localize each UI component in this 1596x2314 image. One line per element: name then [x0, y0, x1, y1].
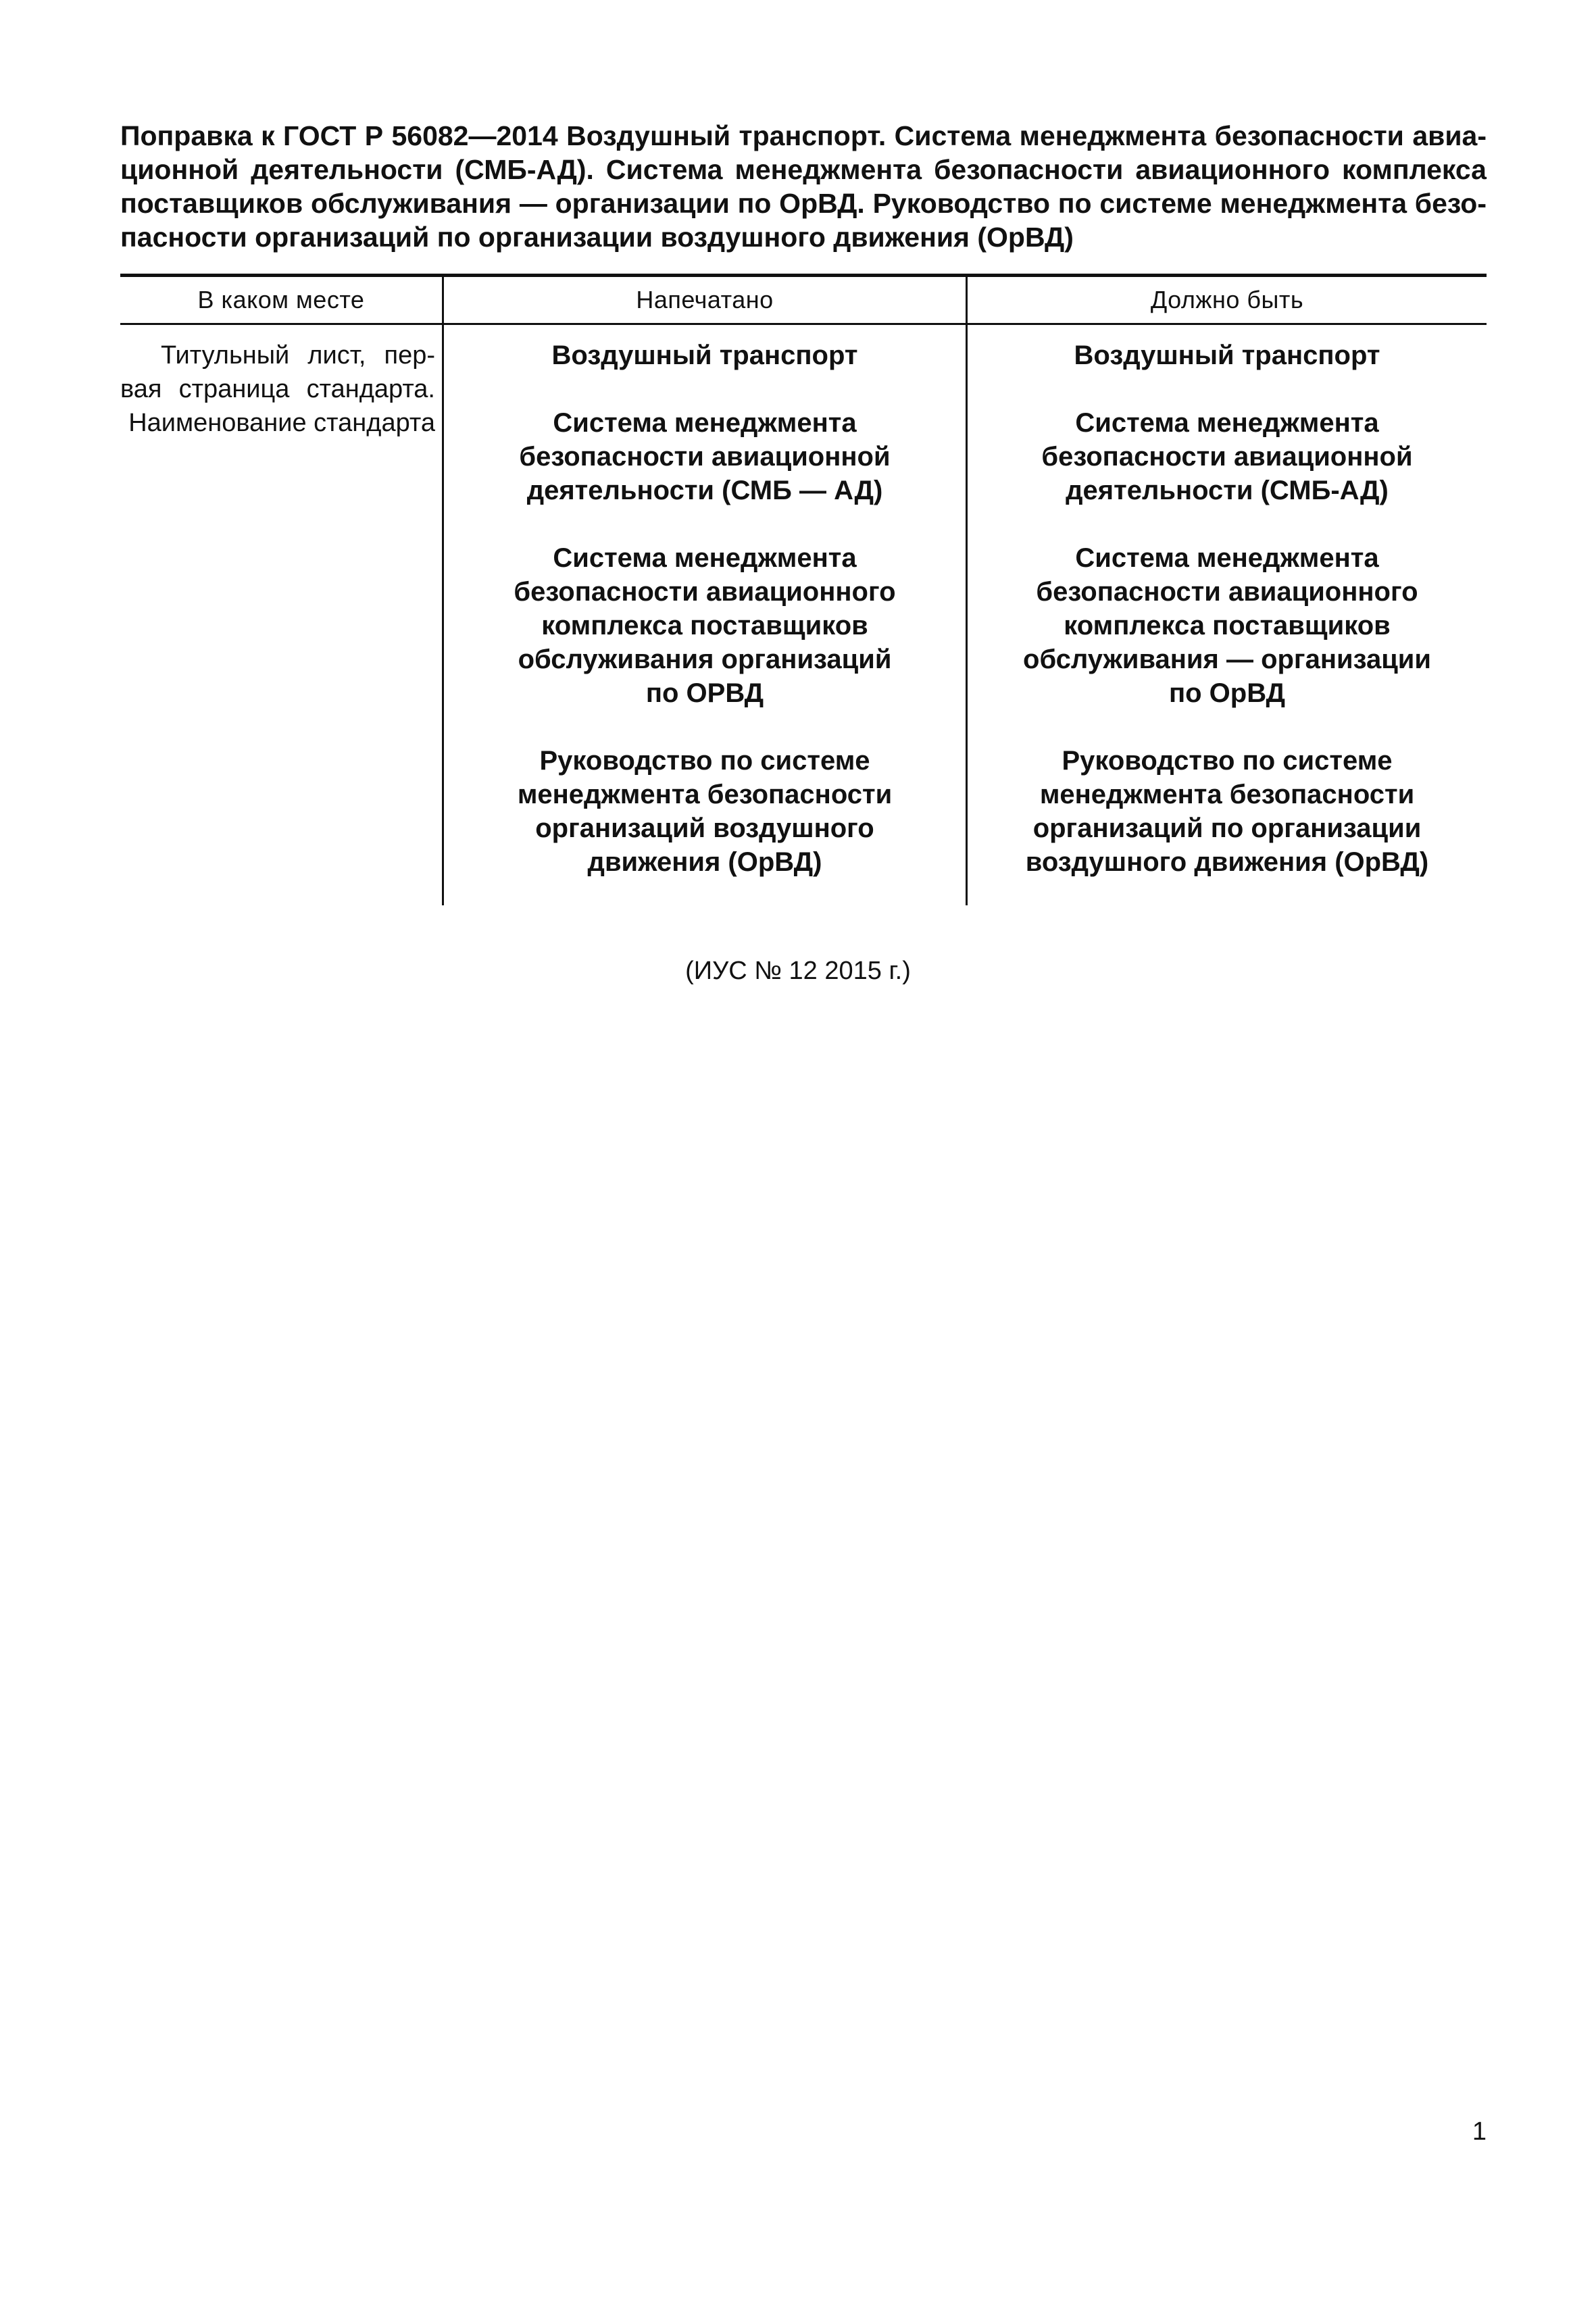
printed-item-4: Руководство по системе менеджмента безопасности организаций воздушного движения (ОрВД) — [517, 746, 893, 877]
header-place: В каком месте — [197, 286, 365, 313]
header-printed: Напечатано — [636, 286, 774, 313]
printed-item-2: Система менеджмента безопасности авиационной деятельности (СМБ — АД) — [519, 408, 891, 505]
printed-column — [444, 338, 966, 913]
cell-place: Титульный лист, первая страница стандарта. Наименование стандарта — [120, 341, 435, 437]
source-note: (ИУС № 12 2015 г.) — [685, 957, 911, 985]
should-be-item-4: Руководство по системе менеджмента безопасности организаций по организации воздушного движения (ОрВД) — [1025, 746, 1429, 877]
page-number: 1 — [1472, 2117, 1487, 2146]
table-header-rule — [120, 323, 1487, 325]
header-should-be: Должно быть — [1150, 286, 1304, 313]
printed-item-3: Система менеджмента безопасности авиационного комплекса поставщиков обслуживания организаций по ОРВД — [514, 543, 896, 708]
amendment-table — [120, 274, 1487, 909]
should-be-item-3: Система менеджмента безопасности авиационного комплекса поставщиков обслуживания — организации по ОрВД — [1023, 543, 1431, 708]
should-be-column — [968, 338, 1487, 913]
document-title: Поправка к ГОСТ Р 56082—2014 Воздушный транспорт. Система менеджмента безопасности авиационной деятельности (СМБ-АД). Система менеджмента безопасности авиационного комплекса поставщиков обслуживания — организации по ОрВД. Руководство по системе менеджмента безопасности организаций по организации воздушного движения (ОрВД) — [120, 120, 1487, 253]
should-be-item-1: Воздушный транспорт — [1074, 341, 1380, 370]
should-be-item-2: Система менеджмента безопасности авиационной деятельности (СМБ-АД) — [1041, 408, 1413, 505]
printed-item-1: Воздушный транспорт — [551, 341, 858, 370]
